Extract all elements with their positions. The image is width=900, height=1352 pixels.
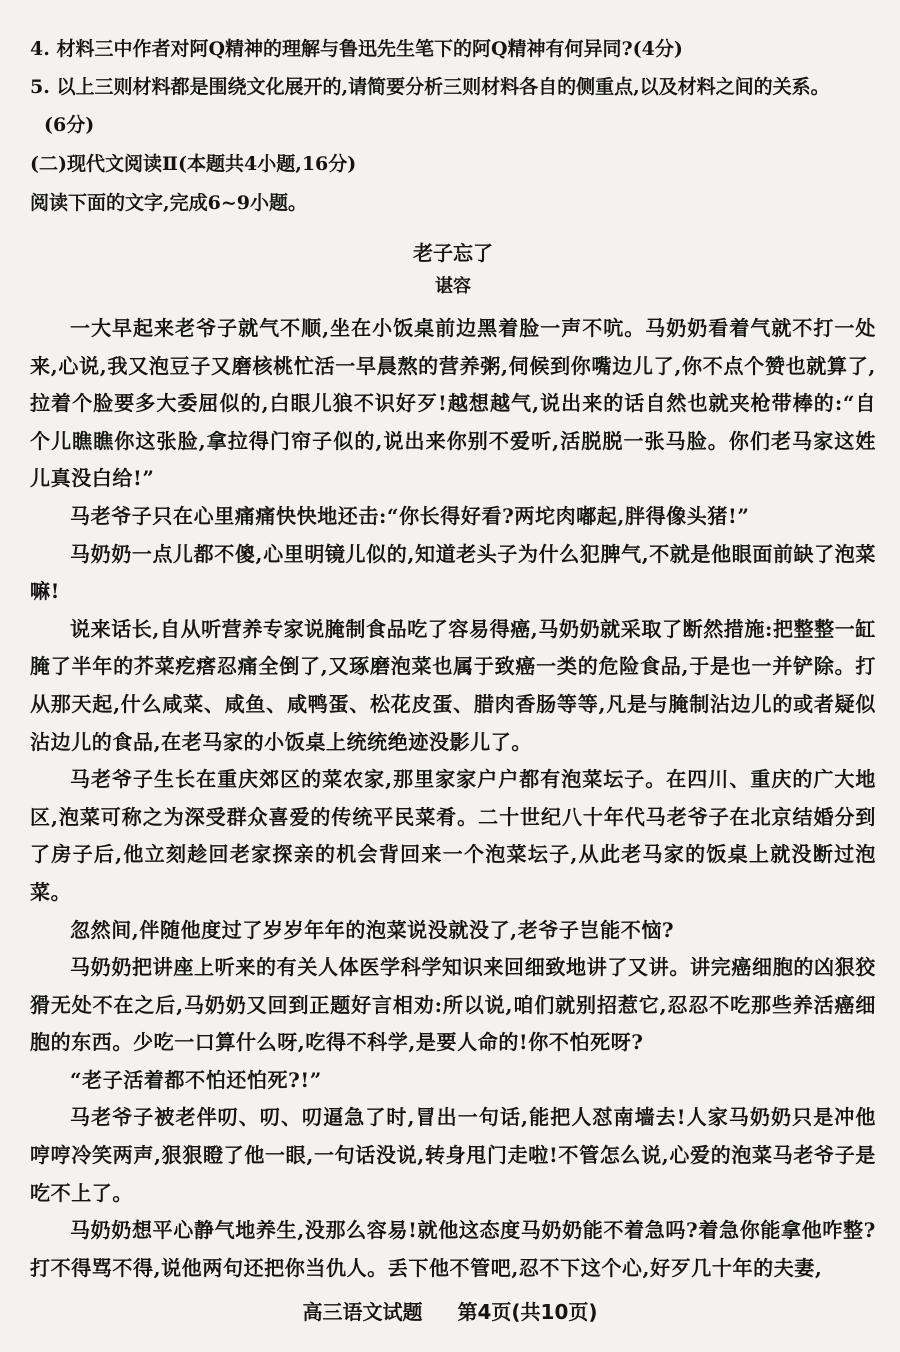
footer-page-number: 第4页(共10页) [457, 1300, 598, 1324]
article-paragraph: “老子活着都不怕还怕死?!” [70, 1067, 322, 1092]
article-paragraph: 马老爷子只在心里痛痛快快地还击:“你长得好看?两坨肉嘟起,胖得像头猪!” [70, 503, 750, 528]
article-paragraph: 忽然间,伴随他度过了岁岁年年的泡菜说没就没了,老爷子岂能不恼? [70, 917, 675, 942]
article-body [30, 310, 876, 1287]
article-paragraph: 马奶奶想平心静气地养生,没那么容易!就他这态度马奶奶能不着急吗?着急你能拿他咋整?打不得骂不得,说他两句还把你当仇人。丢下他不管吧,忍不下这个心,好歹几十年的夫妻, [30, 1218, 876, 1280]
section-title: (二)现代文阅读Ⅱ(本题共4小题,16分) [30, 153, 357, 175]
article-paragraph: 马奶奶把讲座上听来的有关人体医学科学知识来回细致地讲了又讲。讲完癌细胞的凶狠狡猾无处不在之后,马奶奶又回到正题好言相劝:所以说,咱们就别招惹它,忍忍不吃那些养活癌细胞的东西。少吃一口算什么呀,吃得不科学,是要人命的!你不怕死呀? [30, 955, 876, 1055]
article-paragraph: 马老爷子生长在重庆郊区的菜农家,那里家家户户都有泡菜坛子。在四川、重庆的广大地区,泡菜可称之为深受群众喜爱的传统平民菜肴。二十世纪八十年代马老爷子在北京结婚分到了房子后,他立刻趁回老家探亲的机会背回来一个泡菜坛子,从此老马家的饭桌上就没断过泡菜。 [30, 767, 876, 904]
article-paragraph: 说来话长,自从听营养专家说腌制食品吃了容易得癌,马奶奶就采取了断然措施:把整整一缸腌了半年的芥菜疙瘩忍痛全倒了,又琢磨泡菜也属于致癌一类的危险食品,于是也一并铲除。打从那天起,什么咸菜、咸鱼、咸鸭蛋、松花皮蛋、腊肉香肠等等,凡是与腌制沾边儿的或者疑似沾边儿的食品,在老马家的小饭桌上统统绝迹没影儿了。 [30, 616, 876, 754]
page-footer [0, 1296, 900, 1325]
article-paragraph: 马老爷子被老伴叨、叨、叨逼急了时,冒出一句话,能把人怼南墙去!人家马奶奶只是冲他哼哼冷笑两声,狠狠瞪了他一眼,一句话没说,转身甩门走啦!不管怎么说,心爱的泡菜马老爷子是吃不上了。 [30, 1105, 876, 1205]
article-title: 老子忘了 [413, 241, 493, 265]
question-5: 5. 以上三则材料都是围绕文化展开的,请简要分析三则材料各自的侧重点,以及材料之间的关系。 [30, 76, 830, 98]
section-instruction: 阅读下面的文字,完成6~9小题。 [30, 192, 307, 214]
footer-subject: 高三语文试题 [302, 1300, 423, 1324]
question-5-score: (6分) [44, 114, 95, 136]
article-paragraph: 马奶奶一点儿都不傻,心里明镜儿似的,知道老头子为什么犯脾气,不就是他眼面前缺了泡菜嘛! [30, 541, 876, 604]
article-paragraph: 一大早起来老爷子就气不顺,坐在小饭桌前边黑着脸一声不吭。马奶奶看着气就不打一处来,心说,我又泡豆子又磨核桃忙活一早晨熬的营养粥,伺候到你嘴边儿了,你不点个赞也就算了,拉着个脸要多大委屈似的,白眼儿狼不识好歹!越想越气,说出来的话自然也就夹枪带棒的:“自个儿瞧瞧你这张脸,拿拉得门帘子似的,说出来你别不爱听,活脱脱一张马脸。你们老马家这姓儿真没白给!” [30, 316, 876, 491]
question-4: 4. 材料三中作者对阿Q精神的理解与鲁迅先生笔下的阿Q精神有何异同?(4分) [30, 38, 683, 60]
article-author: 谌容 [435, 276, 471, 297]
